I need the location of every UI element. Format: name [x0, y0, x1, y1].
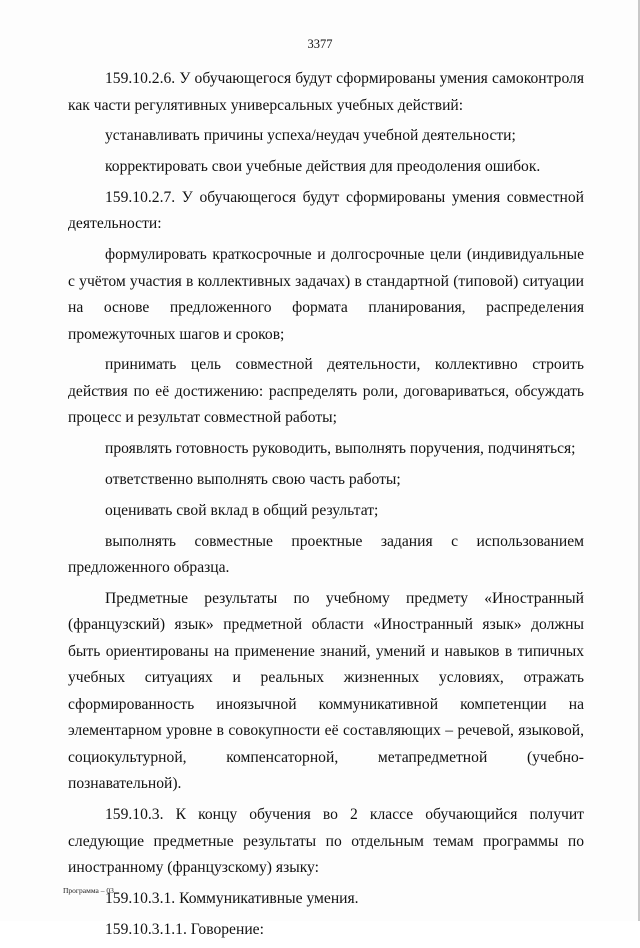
list-item: проявлять готовность руководить, выполнять поручения, подчиняться; — [105, 440, 576, 458]
list-item: оценивать свой вклад в общий результат; — [105, 501, 379, 519]
paragraph-159-10-2-6: 159.10.2.6. У обучающегося будут сформированы умения самоконтроля как части регулятивных универсальных учебных действий: — [68, 70, 584, 114]
list-item: формулировать краткосрочные и долгосрочные цели (индивидуальные с учётом участия в коллективных задачах) в стандартной (типовой) ситуации на основе предложенного формата планирования, распределения промежуточных шагов и сроков; — [68, 246, 584, 343]
list-item: ответственно выполнять свою часть работы; — [105, 471, 401, 489]
footer-label: Программа – 03 — [63, 886, 114, 895]
paragraph-159-10-2-7: 159.10.2.7. У обучающегося будут сформированы умения совместной деятельности: — [68, 188, 584, 233]
document-body — [68, 66, 584, 948]
list-item: корректировать свои учебные действия для преодоления ошибок. — [105, 158, 541, 176]
page-number: 3377 — [307, 37, 333, 51]
list-item: принимать цель совместной деятельности, коллективно строить действия по её достижению: распределять роли, договариваться, обсуждать процесс и результат совместной работы; — [68, 356, 584, 427]
paragraph-159-10-3-1-1: 159.10.3.1.1. Говорение: — [105, 920, 264, 938]
paragraph-159-10-3-1: 159.10.3.1. Коммуникативные умения. — [105, 890, 359, 908]
list-item: устанавливать причины успеха/неудач учебной деятельности; — [105, 127, 516, 145]
list-item: выполнять совместные проектные задания с использованием предложенного образца. — [68, 532, 584, 577]
paragraph-159-10-3: 159.10.3. К концу обучения во 2 классе обучающийся получит следующие предметные результаты по отдельным темам программы по иностранному (французскому) языку: — [68, 806, 584, 877]
subject-results-paragraph: Предметные результаты по учебному предмету «Иностранный (французский) язык» предметной области «Иностранный язык» должны быть ориентированы на применение знаний, умений и навыков в типичных учебных ситуациях и реальных жизненных условиях, отражать сформированность иноязычной коммуникативной компетенции на элементарном уровне в совокупности её составляющих – речевой, языковой, социокультурной, компенсаторной, метапредметной (учебно-познавательной). — [68, 589, 584, 793]
